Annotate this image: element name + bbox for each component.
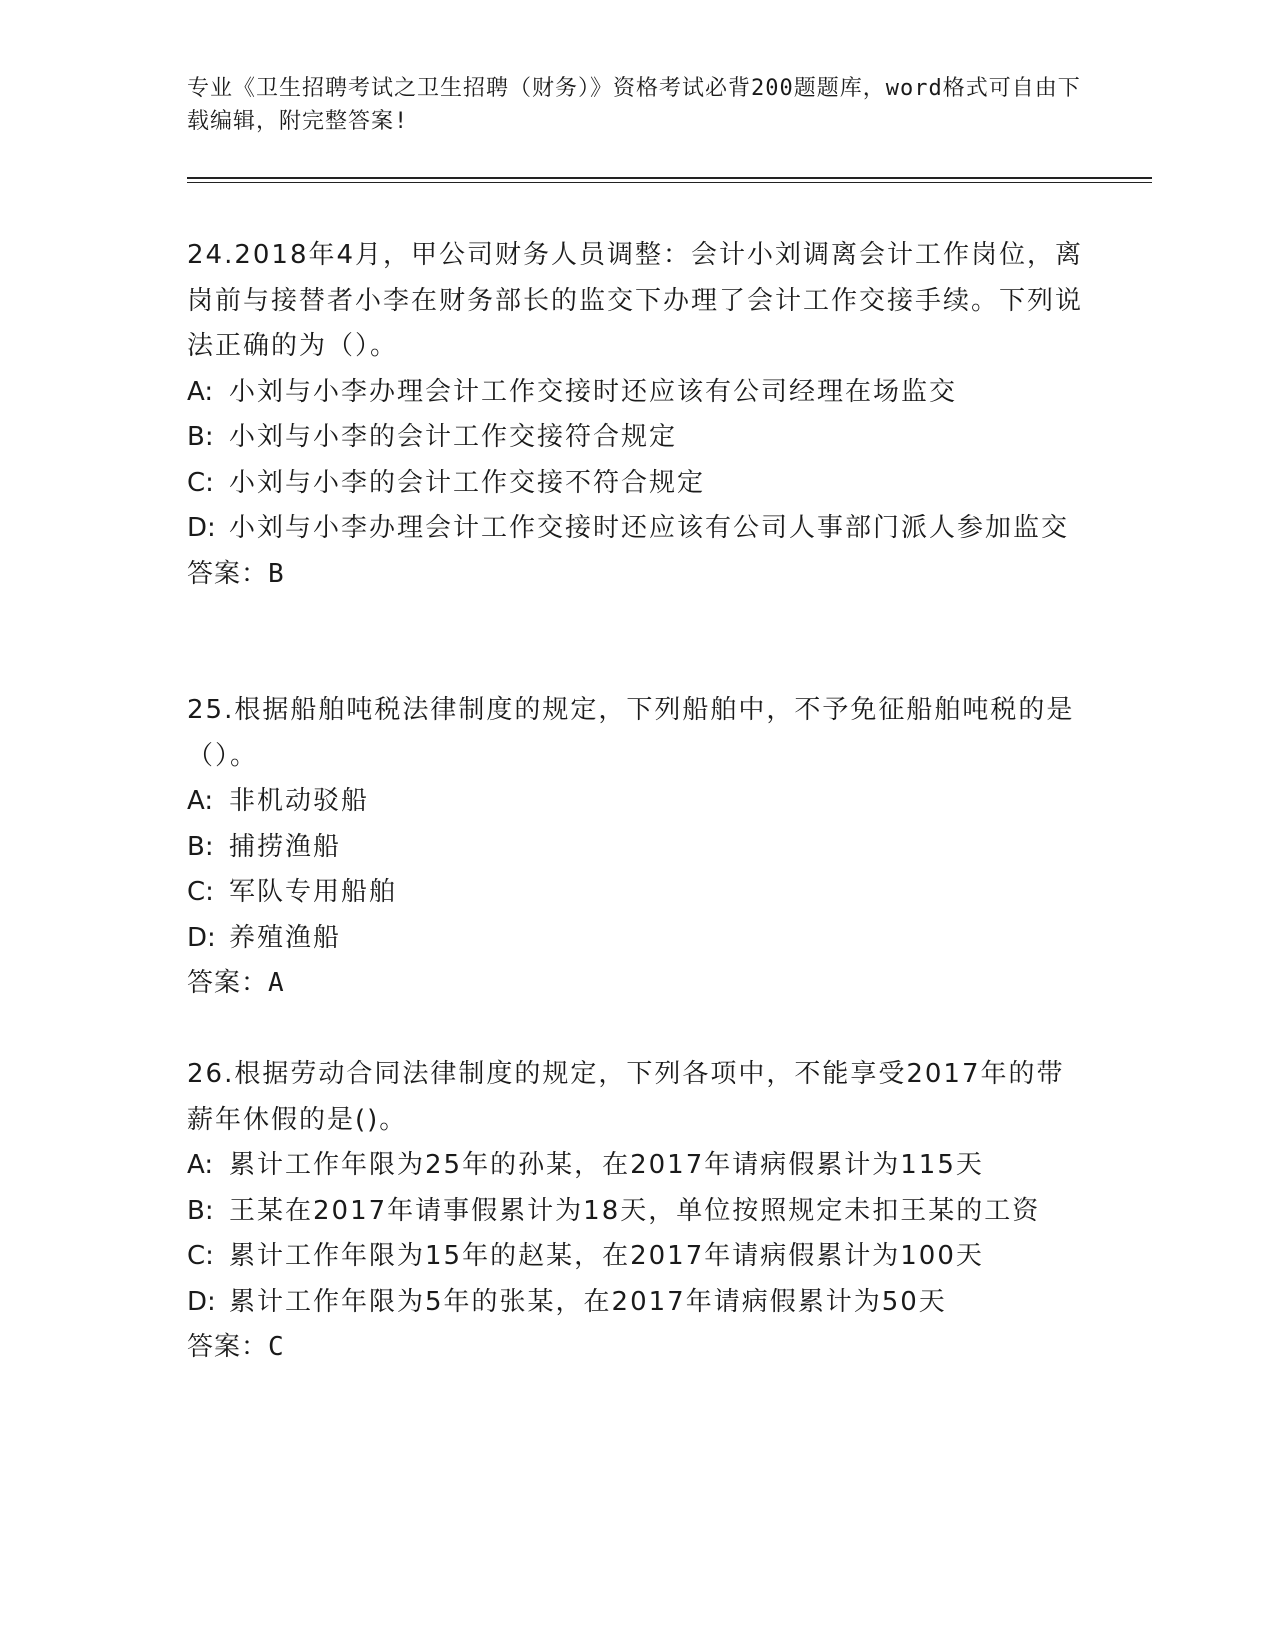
option-text: 累计工作年限为15年的赵某，在2017年请病假累计为100天	[229, 1241, 984, 1271]
option-text: 累计工作年限为5年的张某，在2017年请病假累计为50天	[229, 1286, 947, 1317]
question-stem: 25.根据船舶吨税法律制度的规定，下列船舶中，不予免征船舶吨税的是（）。	[187, 695, 1075, 771]
option-b	[187, 825, 1087, 871]
option-key: B:	[187, 831, 214, 862]
option-text: 王某在2017年请事假累计为18天，单位按照规定未扣王某的工资	[229, 1195, 1041, 1226]
option-c	[187, 870, 1087, 916]
option-text: 小刘与小李的会计工作交接符合规定	[229, 422, 678, 452]
question-block	[187, 1052, 1087, 1371]
option-key: A:	[187, 376, 214, 407]
option-d	[187, 1280, 1087, 1326]
option-key: C:	[187, 467, 214, 498]
option-b	[187, 1189, 1087, 1235]
answer-label: 答案：A	[187, 968, 285, 998]
answer-label: 答案：C	[187, 1332, 285, 1362]
option-text: 非机动驳船	[229, 786, 370, 816]
option-key: B:	[187, 422, 214, 452]
question-block	[187, 688, 1087, 1007]
option-text: 捕捞渔船	[229, 831, 342, 862]
question-block	[187, 233, 1087, 597]
option-d	[187, 916, 1087, 962]
option-key: D:	[187, 922, 216, 953]
option-key: D:	[187, 1286, 216, 1317]
question-stem: 24.2018年4月，甲公司财务人员调整：会计小刘调离会计工作岗位，离岗前与接替者小李在财务部长的监交下办理了会计工作交接手续。下列说法正确的为（）。	[187, 240, 1084, 361]
option-d	[187, 506, 1087, 552]
option-text: 累计工作年限为25年的孙某，在2017年请病假累计为115天	[229, 1150, 984, 1180]
question-stem: 26.根据劳动合同法律制度的规定，下列各项中，不能享受2017年的带薪年休假的是()。	[187, 1059, 1065, 1135]
option-b	[187, 415, 1087, 461]
option-text: 小刘与小李办理会计工作交接时还应该有公司经理在场监交	[229, 376, 958, 407]
option-text: 军队专用船舶	[229, 877, 398, 907]
option-c	[187, 1234, 1087, 1280]
header-divider-thick	[187, 177, 1152, 179]
option-key: C:	[187, 1241, 214, 1271]
document-header: 专业《卫生招聘考试之卫生招聘（财务）》资格考试必背200题题库，word格式可自由下载编辑，附完整答案!	[187, 76, 1081, 134]
option-text: 小刘与小李办理会计工作交接时还应该有公司人事部门派人参加监交	[229, 513, 1070, 543]
option-key: C:	[187, 877, 214, 907]
answer-label: 答案：B	[187, 558, 285, 589]
option-key: A:	[187, 786, 214, 816]
option-key: A:	[187, 1150, 214, 1180]
header-divider-thin	[187, 182, 1152, 183]
option-a	[187, 1143, 1087, 1189]
option-key: D:	[187, 513, 216, 543]
option-a	[187, 779, 1087, 825]
option-a	[187, 370, 1087, 416]
option-c	[187, 461, 1087, 507]
option-key: B:	[187, 1195, 214, 1226]
option-text: 小刘与小李的会计工作交接不符合规定	[229, 467, 706, 498]
option-text: 养殖渔船	[229, 922, 342, 953]
